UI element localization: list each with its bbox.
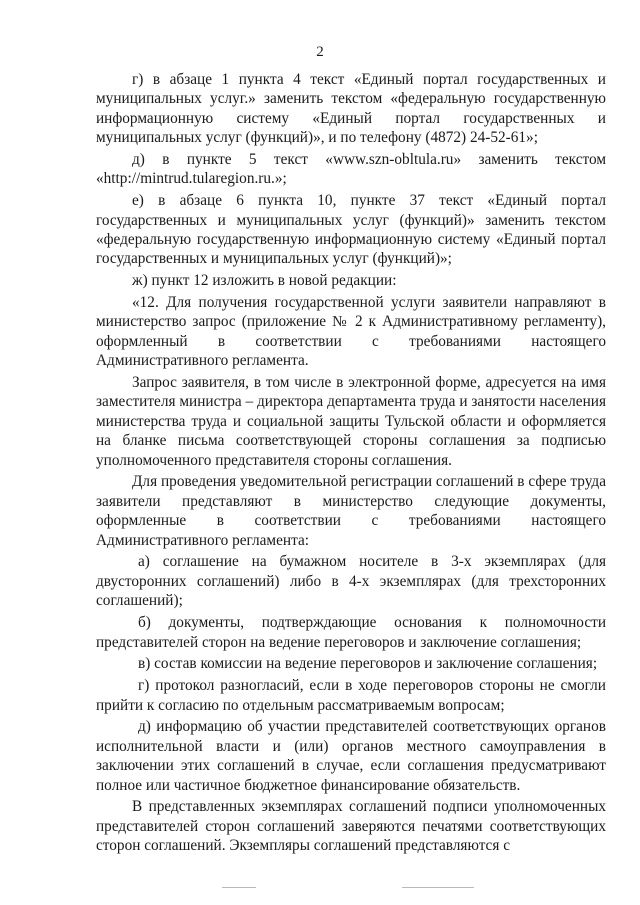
paragraph-request: Запрос заявителя, в том числе в электронной форме, адресуется на имя заместителя министра – директора департамента труда и занятости населения министерства труда и социальной защиты Тульской области и оформляется на бланке письма соответствующей стороны соглашения за подписью уполномоченного представителя стороны соглашения. <box>96 374 606 469</box>
list-item-g: г) протокол разногласий, если в ходе переговоров стороны не смогли прийти к согласию по отдельным рассматриваемым вопросам; <box>96 677 606 714</box>
scan-artifact <box>402 887 474 888</box>
paragraph-amendment-e: е) в абзаце 6 пункта 10, пункте 37 текст «Единый портал государственных и муниципальных услуг (функций)» заменить текстом «федеральную государственную информационную систему «Единый портал государственных и муниципальных услуг (функций)»; <box>96 192 606 268</box>
paragraph-registration: Для проведения уведомительной регистрации соглашений в сфере труда заявители представляют в министерство следующие документы, оформленные в соответствии с требованиями настоящего Административного регламента: <box>96 473 606 549</box>
list-item-v: в) состав комиссии на ведение переговоров и заключение соглашения; <box>138 655 598 673</box>
paragraph-signatures: В представленных экземплярах соглашений подписи уполномоченных представителей сторон соглашений заверяются печатями соответствующих сторон соглашений. Экземпляры соглашений представляются с <box>96 798 606 855</box>
list-item-a: а) соглашение на бумажном носителе в 3-х экземплярах (для двусторонних соглашений) либо в 4-х экземплярах (для трехсторонних соглашений); <box>96 553 606 610</box>
paragraph-amendment-d: д) в пункте 5 текст «www.szn-obltula.ru» заменить текстом «http://mintrud.tularegion.ru.»; <box>96 151 606 188</box>
paragraph-item-12: «12. Для получения государственной услуги заявители направляют в министерство запрос (приложение № 2 к Административному регламенту), оформленный в соответствии с требованиями настоящего Административного регламента. <box>96 294 606 370</box>
document-body <box>96 70 606 858</box>
paragraph-amendment-g: г) в абзаце 1 пункта 4 текст «Единый портал государственных и муниципальных услуг.» заменить текстом «федеральную государственную информационную систему «Единый портал государственных и муниципальных услуг (функций)», и по телефону (4872) 24-52-61»; <box>96 71 606 147</box>
list-item-b: б) документы, подтверждающие основания к полномочности представителей сторон на ведение переговоров и заключение соглашения; <box>96 614 606 651</box>
scan-artifact <box>222 887 256 888</box>
page-number: 2 <box>316 44 324 60</box>
list-item-d: д) информацию об участии представителей соответствующих органов исполнительной власти и (или) органов местного самоуправления в заключении этих соглашений в случае, если соглашения предусматривают полное или частичное бюджетное финансирование обязательств. <box>96 718 606 794</box>
paragraph-amendment-zh: ж) пункт 12 изложить в новой редакции: <box>132 272 397 290</box>
